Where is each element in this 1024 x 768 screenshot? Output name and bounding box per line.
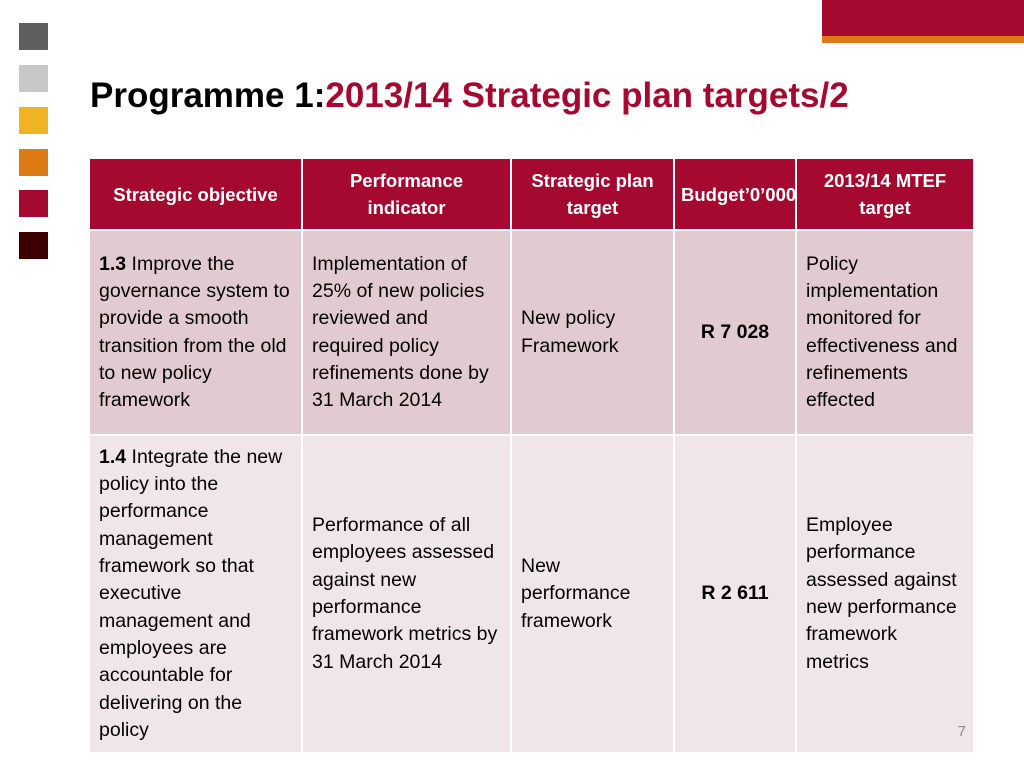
corner-accent-bar-red	[822, 0, 1024, 36]
objective-text: Improve the governance system to provide a smooth transition from the old to new policy framework	[99, 252, 290, 412]
cell-mtef-target: Policy implementation monitored for effectiveness and refinements effected	[796, 230, 974, 435]
decor-swatch-light-grey	[19, 65, 48, 92]
header-budget: Budget’0’000	[674, 158, 796, 230]
corner-accent-bar-orange	[822, 36, 1024, 43]
slide-title-main: 2013/14 Strategic plan targets/2	[325, 76, 849, 115]
header-strategic-objective: Strategic objective	[89, 158, 302, 230]
table-header-row	[89, 158, 974, 230]
objective-number: 1.4	[99, 445, 127, 468]
header-performance-indicator: Performance indicator	[302, 158, 511, 230]
cell-objective	[89, 230, 302, 435]
cell-plan-target: New performance framework	[511, 435, 674, 753]
cell-plan-target: New policy Framework	[511, 230, 674, 435]
decor-swatch-orange	[19, 149, 48, 176]
cell-objective	[89, 435, 302, 753]
cell-mtef-target: Employee performance assessed against new performance framework metrics	[796, 435, 974, 753]
decor-swatch-maroon	[19, 232, 48, 259]
cell-indicator: Performance of all employees assessed against new performance framework metrics by 31 March 2014	[302, 435, 511, 753]
decor-swatch-red	[19, 190, 48, 217]
decor-swatch-yellow	[19, 107, 48, 134]
objective-text: Integrate the new policy into the performance management framework so that executive management and employees are accountable for delivering on the policy	[99, 445, 283, 741]
slide-title-prefix: Programme 1:	[90, 76, 326, 115]
cell-budget: R 2 611	[674, 435, 796, 753]
header-mtef-target: 2013/14 MTEF target	[796, 158, 974, 230]
cell-indicator: Implementation of 25% of new policies reviewed and required policy refinements done by 31 March 2014	[302, 230, 511, 435]
objective-number: 1.3	[99, 252, 127, 275]
table-row	[89, 230, 974, 435]
cell-budget: R 7 028	[674, 230, 796, 435]
header-strategic-plan-target: Strategic plan target	[511, 158, 674, 230]
decor-swatch-dark-grey	[19, 23, 48, 50]
table-row	[89, 435, 974, 753]
page-number: 7	[957, 723, 966, 740]
slide-title	[90, 74, 849, 118]
strategic-plan-table	[88, 157, 975, 754]
